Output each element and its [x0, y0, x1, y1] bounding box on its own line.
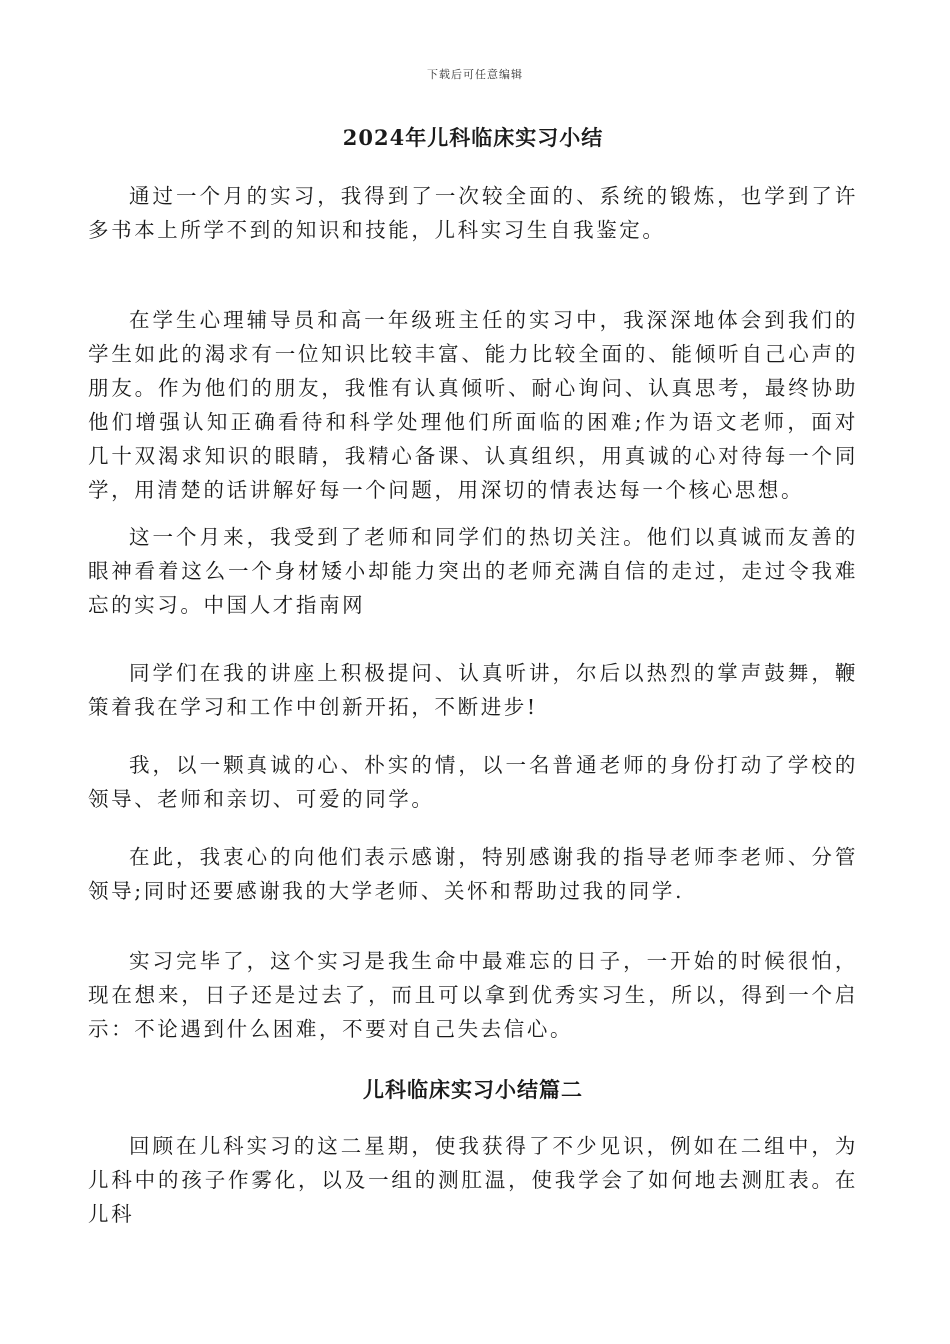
section-title: 儿科临床实习小结篇二 — [363, 1077, 583, 1102]
paragraph: 回顾在儿科实习的这二星期，使我获得了不少见识，例如在二组中，为儿科中的孩子作雾化，以及一组的测肛温，使我学会了如何地去测肛表。在儿科 — [88, 1134, 858, 1226]
paragraph: 同学们在我的讲座上积极提问、认真听讲，尔后以热烈的掌声鼓舞，鞭策着我在学习和工作中创新开拓，不断进步! — [88, 661, 858, 719]
paragraph: 在学生心理辅导员和高一年级班主任的实习中，我深深地体会到我们的学生如此的渴求有一位知识比较丰富、能力比较全面的、能倾听自己心声的朋友。作为他们的朋友，我惟有认真倾听、耐心询问、认真思考，最终协助他们增强认知正确看待和科学处理他们所面临的困难;作为语文老师，面对几十双渴求知识的眼睛，我精心备课、认真组织，用真诚的心对待每一个同学，用清楚的话讲解好每一个问题，用深切的情表达每一个核心思想。 — [88, 308, 858, 502]
document-title: 2024年儿科临床实习小结 — [342, 125, 604, 150]
paragraph: 在此，我衷心的向他们表示感谢，特别感谢我的指导老师李老师、分管领导;同时还要感谢我的大学老师、关怀和帮助过我的同学. — [88, 845, 858, 903]
paragraph: 我，以一颗真诚的心、朴实的情，以一名普通老师的身份打动了学校的领导、老师和亲切、可爱的同学。 — [88, 753, 858, 811]
paragraph: 这一个月来，我受到了老师和同学们的热切关注。他们以真诚而友善的眼神看着这么一个身材矮小却能力突出的老师充满自信的走过，走过令我难忘的实习。中国人才指南网 — [88, 525, 858, 617]
header-note: 下载后可任意编辑 — [427, 68, 523, 81]
paragraph: 实习完毕了，这个实习是我生命中最难忘的日子，一开始的时候很怕，现在想来，日子还是过去了，而且可以拿到优秀实习生，所以，得到一个启示：不论遇到什么困难，不要对自己失去信心。 — [88, 949, 858, 1041]
paragraph: 通过一个月的实习，我得到了一次较全面的、系统的锻炼，也学到了许多书本上所学不到的知识和技能，儿科实习生自我鉴定。 — [88, 184, 858, 242]
